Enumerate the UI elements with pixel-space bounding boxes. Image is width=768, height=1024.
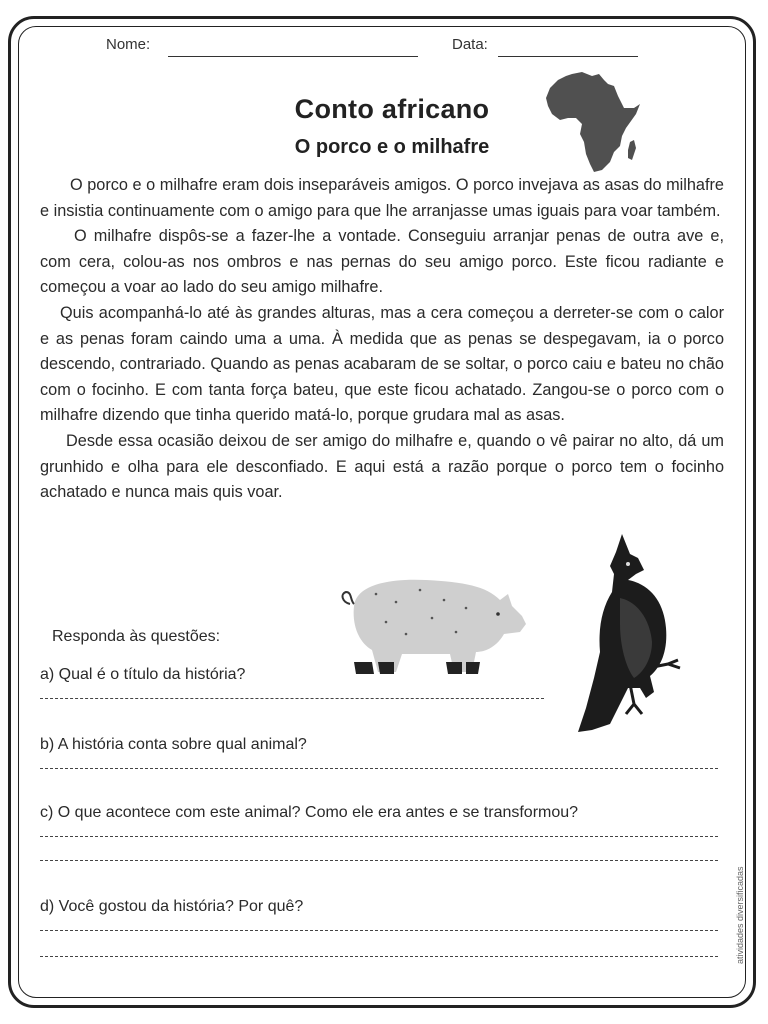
- date-label: Data:: [452, 36, 488, 53]
- question-b: b) A história conta sobre qual animal?: [40, 736, 307, 753]
- story-paragraph: Desde essa ocasião deixou de ser amigo do milhafre e, quando o vê pairar no alto, dá um grunhido e olha para ele desconfiado. E aqui está a razão porque o porco tem o focinho achatado e nunca mais quis voar.: [40, 431, 724, 502]
- question-d: d) Você gostou da história? Por quê?: [40, 898, 304, 915]
- answer-line-c2[interactable]: [40, 860, 718, 861]
- story-paragraph: Quis acompanhá-lo até às grandes alturas, mas a cera começou a derreter-se com o calor e as penas foram caindo uma a uma. À medida que as penas se despegavam, ia o porco descendo, contrariado. Quando as penas acabaram de se soltar, o porco caiu e bateu no chão com o focinho. E com tanta força bateu, que este ficou achatado. Zangou-se o porco com o milhafre dizendo que tinha querido matá-lo, porque grudara mal as asas.: [40, 303, 724, 425]
- question-c: c) O que acontece com este animal? Como ele era antes e se transformou?: [40, 804, 579, 821]
- hawk-illustration: [568, 528, 688, 734]
- name-label: Nome:: [106, 36, 151, 53]
- answer-line-c1[interactable]: [40, 836, 718, 837]
- pig-illustration: [336, 572, 532, 682]
- story-paragraph: O porco e o milhafre eram dois inseparáveis amigos. O porco invejava as asas do milhafre e insistia continuamente com o amigo para que lhe arranjasse umas iguais para voar também.: [40, 176, 724, 220]
- worksheet-header: [106, 36, 646, 64]
- answer-line-d1[interactable]: [40, 930, 718, 931]
- story-text: [40, 173, 724, 506]
- watermark-text: atividades diversificadas: [735, 866, 745, 964]
- story-paragraph: O milhafre dispôs-se a fazer-lhe a vontade. Conseguiu arranjar penas de outra ave e, com cera, colou-as nos ombros e nas pernas do seu amigo porco. Este ficou radiante e começou a voar ao lado do seu amigo milhafre.: [40, 227, 724, 297]
- questions-heading: Responda às questões:: [52, 628, 221, 645]
- answer-line-d2[interactable]: [40, 956, 718, 957]
- story-subtitle: O porco e o milhafre: [294, 136, 490, 158]
- name-field[interactable]: [168, 56, 418, 57]
- page-title: Conto africano: [294, 94, 490, 124]
- date-field[interactable]: [498, 56, 638, 57]
- answer-line-b[interactable]: [40, 768, 718, 769]
- question-a: a) Qual é o título da história?: [40, 666, 246, 683]
- africa-map-icon: [544, 70, 644, 176]
- answer-line-a[interactable]: [40, 698, 544, 699]
